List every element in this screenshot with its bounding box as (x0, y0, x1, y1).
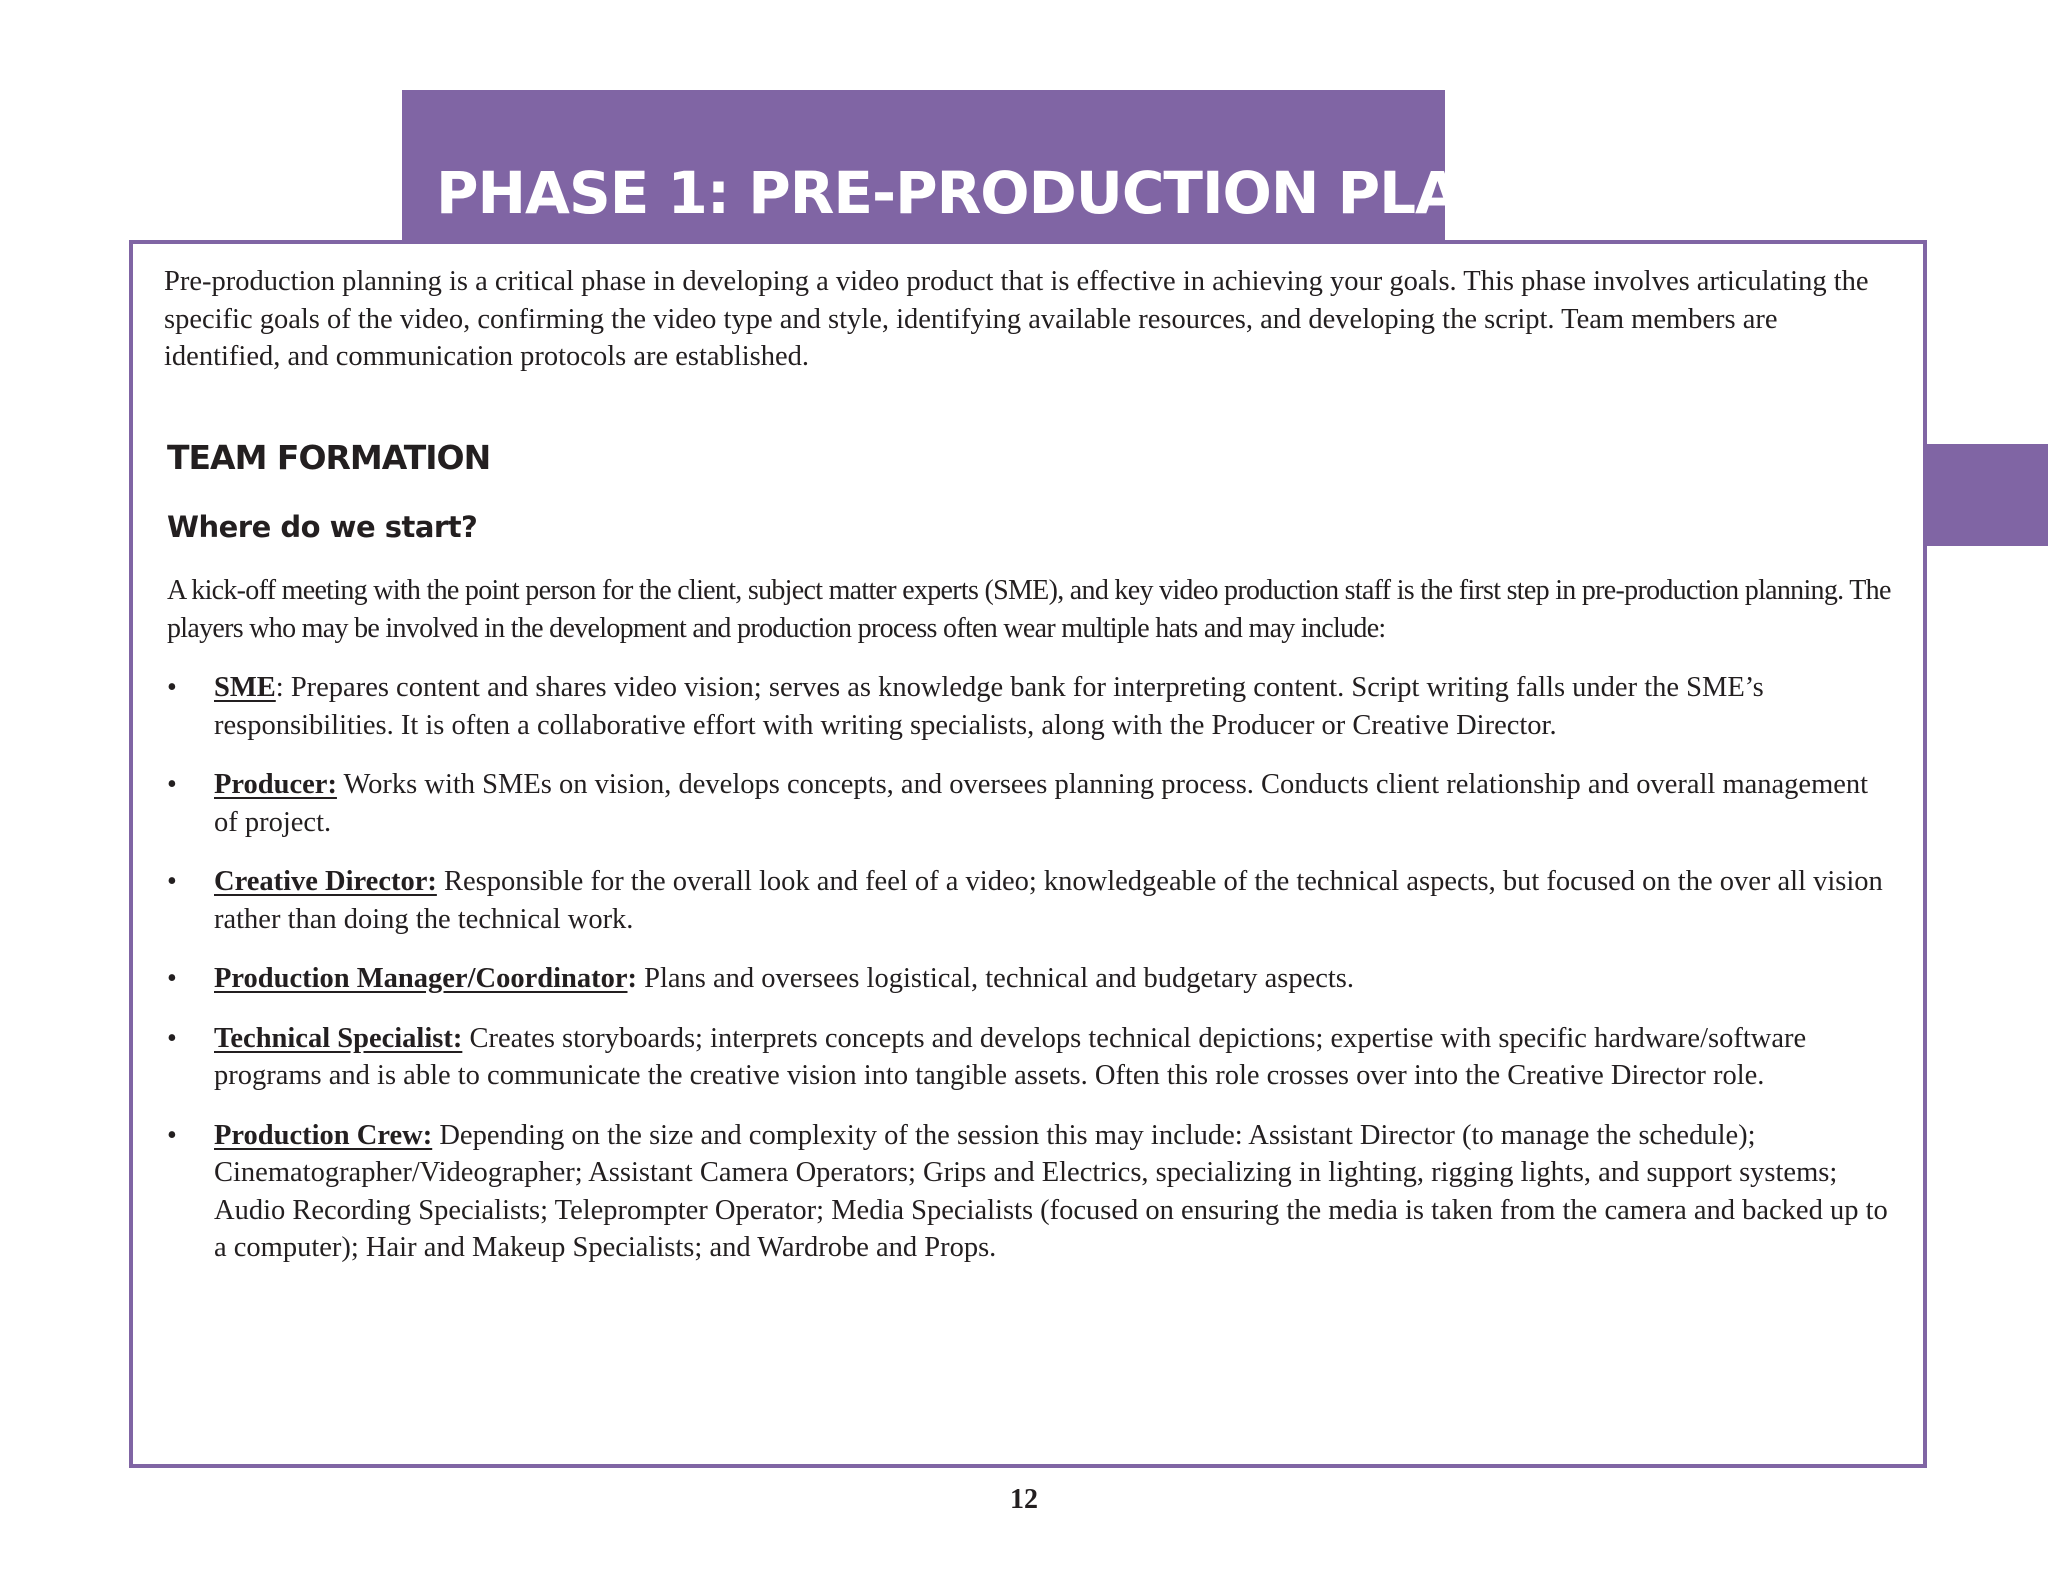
bullet-icon: • (167, 963, 177, 994)
role-item-technical-specialist (167, 1020, 1897, 1095)
bullet-icon: • (167, 1119, 177, 1151)
intro-paragraph: Pre-production planning is a critical phase in developing a video product that is effective in achieving your goals. This phase involves articulating the specific goals of the video, confirming the video type and style, identifying available resources, and developing the script. Team members are identified, and communication protocols are established. (164, 266, 1869, 372)
role-name: Creative Director: (214, 866, 437, 897)
role-description: Works with SMEs on vision, develops concepts, and oversees planning process. Conducts client relationship and overall management of project. (214, 769, 1869, 838)
role-item-production-crew (167, 1117, 1897, 1267)
bullet-icon: • (167, 1022, 177, 1054)
roles-list (167, 669, 1897, 1289)
role-separator: : (275, 672, 284, 703)
role-item-production-manager (167, 960, 1897, 998)
bullet-icon: • (167, 769, 177, 800)
section-subheading: Where do we start? (167, 510, 478, 544)
side-tab-marker (1927, 444, 2048, 546)
bullet-icon: • (167, 672, 177, 703)
role-name: Producer: (214, 769, 337, 800)
role-description: Plans and oversees logistical, technical and budgetary aspects. (637, 963, 1355, 994)
role-item-creative-director (167, 863, 1897, 938)
page-title: PHASE 1: PRE-PRODUCTION PLANNING (436, 159, 1669, 227)
role-name: Production Crew: (214, 1119, 433, 1151)
role-description: Prepares content and shares video vision; serves as knowledge bank for interpreting content. Script writing falls under the SME’s responsibilities. It is often a collaborative effort with writing specialists, along with the Producer or Creative Director. (214, 672, 1764, 741)
role-description: Creates storyboards; interprets concepts and develops technical depictions; expertise with specific hardware/software programs and is able to communicate the creative vision into tangible assets. Often this role crosses over into the Creative Director role. (214, 1022, 1807, 1091)
role-name: Production Manager/Coordinator (214, 963, 628, 994)
role-separator: : (627, 963, 637, 994)
role-name: SME (214, 672, 276, 703)
section-heading: TEAM FORMATION (167, 438, 491, 477)
title-banner (402, 90, 1669, 242)
role-description: Responsible for the overall look and feel of a video; knowledgeable of the technical aspects, but focused on the over all vision rather than doing the technical work. (214, 866, 1883, 935)
role-description: Depending on the size and complexity of the session this may include: Assistant Director (to manage the schedule); Cinematographer/Videographer; Assistant Camera Operators; Grips and Electrics, specializing in lighting, rigging lights, and support systems; Audio Recording Specialists; Teleprompter Operator; Media Specialists (focused on ensuring the media is taken from the camera and backed up to a computer); Hair and Makeup Specialists; and Wardrobe and Props. (214, 1119, 1888, 1263)
kickoff-paragraph: A kick-off meeting with the point person for the client, subject matter experts (SME), and key video production staff is the first step in pre-production planning. The players who may be involved in the development and production process often wear multiple hats and may include: (167, 575, 1891, 644)
role-item-sme (167, 669, 1897, 744)
page-number: 12 (1010, 1484, 1038, 1515)
bullet-icon: • (167, 866, 177, 897)
role-item-producer (167, 766, 1897, 841)
role-name: Technical Specialist: (214, 1022, 463, 1054)
